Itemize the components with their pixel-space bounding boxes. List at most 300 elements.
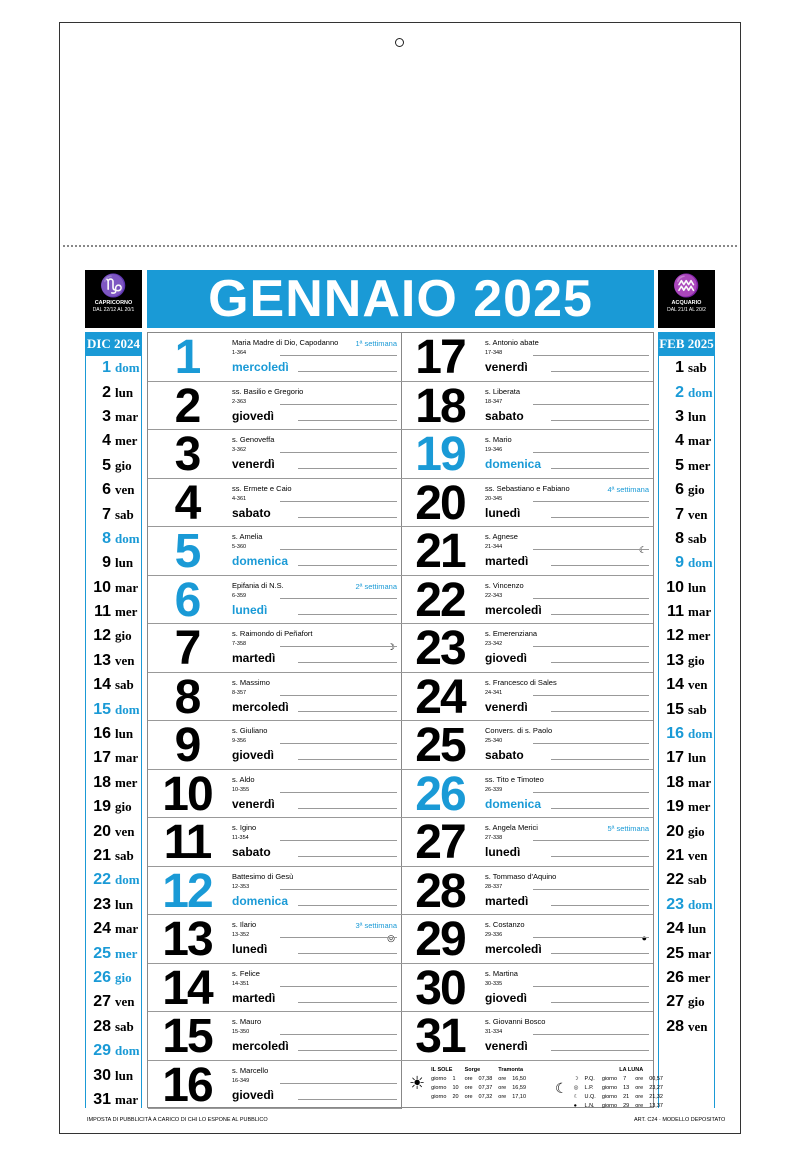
saint-name: s. Giuliano	[232, 726, 268, 735]
side-day-row	[86, 795, 141, 819]
side-day-row	[86, 746, 141, 770]
side-day-number: 22	[93, 871, 111, 889]
zodiac-capricorn	[85, 270, 142, 328]
note-line	[551, 953, 649, 954]
day-cell	[401, 961, 653, 1015]
saint-name: ss. Sebastiano e Fabiano	[485, 483, 570, 493]
sun-moon-block	[401, 1061, 663, 1129]
weekday-name: lunedì	[232, 602, 268, 617]
side-day-number: 7	[675, 505, 684, 523]
week-label: 1ª settimana	[355, 339, 397, 348]
weekday-name: giovedì	[485, 651, 528, 665]
day-of-year: 4-361	[232, 495, 247, 502]
day-number: 13	[162, 913, 212, 966]
day-cell	[401, 1012, 653, 1061]
day-of-year: 25-340	[485, 738, 503, 744]
day-of-year: 18-347	[485, 398, 503, 405]
saint-name: s. Antonio abate	[485, 338, 539, 347]
weekday-name: domenica	[232, 893, 289, 908]
note-line	[298, 371, 397, 372]
note-line	[533, 937, 649, 938]
next-month-sidebar	[658, 332, 715, 1108]
day-cell	[148, 767, 401, 821]
moon-time: 00,57	[649, 1075, 663, 1082]
side-day-name: dom	[688, 896, 713, 912]
moon-phase-symbol: ☾	[573, 1093, 579, 1100]
day-number: 27	[415, 816, 465, 869]
note-line	[533, 355, 649, 356]
weekday-name: domenica	[485, 796, 542, 811]
weekday-name: domenica	[232, 554, 289, 568]
side-day-number: 28	[666, 1017, 684, 1035]
saint-name: s. Ilario	[232, 920, 257, 929]
side-day-row	[86, 478, 141, 502]
day-number: 10	[162, 767, 212, 821]
side-day-number: 21	[93, 847, 111, 864]
side-day-row	[659, 673, 714, 697]
side-day-row	[86, 1088, 141, 1112]
side-day-name: mer	[115, 433, 138, 449]
sun-rise-time: 07,37	[478, 1084, 493, 1091]
side-day-row	[86, 600, 141, 624]
day-number: 7	[174, 622, 200, 675]
note-line	[551, 420, 649, 421]
day-cell	[148, 573, 401, 627]
side-day-number: 20	[666, 822, 684, 840]
side-day-number: 3	[102, 407, 111, 425]
saint-name: s. Amelia	[232, 532, 263, 541]
side-day-row	[86, 966, 141, 990]
weekday-name: martedì	[232, 990, 276, 1005]
side-day-name: gio	[115, 969, 132, 985]
side-day-name: dom	[688, 384, 713, 400]
weekday-name: giovedì	[485, 990, 528, 1005]
side-day-name: sab	[688, 701, 707, 717]
side-day-name: dom	[688, 555, 713, 571]
side-day-name: ven	[115, 823, 135, 839]
side-day-row	[659, 697, 714, 721]
saint-name: s. Vincenzo	[485, 580, 524, 590]
side-day-name: mer	[688, 628, 711, 644]
day-number: 16	[162, 1058, 212, 1112]
weekday-name: sabato	[232, 505, 271, 520]
side-day-row	[86, 502, 141, 526]
moon-phase-icon: ☾	[638, 545, 647, 555]
side-day-row	[86, 454, 141, 478]
days-grid	[147, 331, 663, 1112]
side-day-number: 17	[93, 749, 111, 767]
sun-row-day: 10	[452, 1084, 459, 1091]
zodiac-aquarius	[658, 270, 715, 328]
day-number: 24	[415, 670, 465, 724]
moon-icon: ☾	[555, 1079, 568, 1096]
side-day-name: mar	[115, 408, 139, 424]
day-number: 25	[415, 719, 465, 772]
day-cell	[148, 527, 401, 576]
note-line	[298, 1002, 397, 1003]
weekday-name: venerdì	[232, 796, 275, 811]
sun-title: IL SOLE	[431, 1066, 453, 1073]
side-day-name: mar	[688, 945, 712, 961]
day-cell	[401, 767, 653, 821]
saint-name: s. Igino	[232, 823, 257, 832]
note-line	[298, 1050, 397, 1051]
side-day-row	[659, 868, 714, 892]
side-day-row	[659, 771, 714, 795]
side-day-number: 17	[666, 749, 684, 767]
side-day-name: sab	[688, 872, 707, 888]
side-day-name: lun	[115, 1067, 134, 1083]
side-day-name: lun	[688, 579, 707, 595]
day-cell	[148, 430, 401, 479]
side-day-number: 5	[675, 456, 684, 474]
day-number: 11	[163, 816, 211, 869]
note-line	[533, 646, 649, 647]
day-of-year: 2-363	[232, 398, 247, 405]
day-of-year: 22-343	[485, 592, 503, 599]
moon-phase-symbol: ☽	[573, 1075, 579, 1082]
side-day-name: gio	[688, 994, 705, 1010]
side-day-row	[86, 697, 141, 721]
side-day-name: gio	[115, 628, 132, 644]
side-day-row	[86, 893, 141, 917]
side-day-number: 19	[666, 798, 684, 816]
footer-tax-note: IMPOSTA DI PUBBLICITÀ A CARICO DI CHI LO ESPONE AL PUBBLICO	[87, 1117, 268, 1123]
sun-rise-header: Sorge	[464, 1066, 481, 1073]
sun-set-prefix: ore	[498, 1084, 507, 1091]
day-of-year: 16-349	[232, 1077, 250, 1084]
day-number: 3	[174, 428, 200, 481]
saint-name: s. Tommaso d'Aquino	[485, 871, 557, 881]
weekday-name: giovedì	[232, 748, 275, 762]
side-day-name: ven	[115, 482, 135, 498]
moon-time-prefix: ore	[635, 1102, 644, 1109]
side-day-row	[86, 624, 141, 648]
sun-rise-prefix: ore	[464, 1093, 473, 1100]
weekday-name: sabato	[232, 845, 271, 859]
note-line	[551, 517, 649, 518]
day-number: 30	[415, 961, 465, 1015]
day-cell	[148, 721, 401, 770]
day-cell	[401, 624, 653, 673]
side-day-row	[86, 429, 141, 453]
side-day-number: 24	[666, 920, 684, 938]
side-day-number: 6	[675, 481, 684, 499]
weekday-name: venerdì	[485, 360, 528, 374]
side-day-number: 3	[675, 407, 684, 425]
side-day-number: 24	[93, 920, 111, 938]
perforation-line	[63, 245, 737, 247]
prev-month-sidebar	[85, 332, 142, 1108]
side-day-row	[659, 893, 714, 917]
note-line	[298, 953, 397, 954]
side-day-name: gio	[115, 799, 132, 815]
side-day-number: 18	[93, 773, 111, 791]
day-of-year: 5-360	[232, 544, 247, 550]
side-day-row	[86, 1039, 141, 1063]
moon-phase: L.N.	[584, 1102, 595, 1109]
side-day-row	[659, 722, 714, 746]
note-line	[298, 565, 397, 566]
moon-table	[551, 1065, 667, 1112]
side-day-name: mer	[115, 774, 138, 790]
weekday-name: lunedì	[232, 942, 268, 956]
note-line	[280, 355, 397, 356]
side-day-row	[86, 722, 141, 746]
zodiac-dates: DAL 21/1 AL 20/2	[667, 307, 706, 313]
sun-row-label: giorno	[431, 1093, 447, 1100]
moon-row-day: 7	[623, 1075, 627, 1082]
side-day-number: 15	[666, 700, 684, 718]
day-of-year: 23-342	[485, 641, 503, 647]
note-line	[280, 1034, 397, 1035]
saint-name: ss. Tito e Timoteo	[485, 774, 544, 784]
note-line	[551, 759, 649, 760]
day-cell	[401, 721, 653, 770]
zodiac-name: CAPRICORNO	[94, 300, 133, 306]
side-day-number: 6	[102, 481, 111, 499]
day-number: 19	[415, 428, 465, 481]
day-cell	[148, 624, 401, 673]
next-month-label: FEB 2025	[659, 332, 714, 356]
sun-rise-time: 07,38	[478, 1075, 493, 1082]
note-line	[533, 1034, 649, 1035]
side-day-name: mer	[115, 945, 138, 961]
note-line	[551, 565, 649, 566]
weekday-name: domenica	[485, 457, 542, 471]
side-day-name: mar	[688, 774, 712, 790]
day-number: 31	[415, 1010, 465, 1063]
side-day-row	[86, 673, 141, 697]
week-label: 4ª settimana	[607, 484, 649, 494]
note-line	[533, 792, 649, 793]
note-line	[533, 452, 649, 453]
saint-name: s. Genoveffa	[232, 435, 275, 444]
side-day-number: 2	[675, 383, 684, 401]
saint-name: s. Angela Merici	[485, 823, 538, 832]
weekday-name: martedì	[232, 651, 276, 665]
note-line	[533, 404, 649, 405]
note-line	[280, 598, 397, 599]
side-day-number: 16	[666, 725, 684, 743]
moon-phase-icon: ☽	[386, 642, 395, 652]
weekday-name: giovedì	[232, 1087, 275, 1102]
side-day-number: 28	[93, 1017, 111, 1035]
day-number: 18	[415, 379, 465, 433]
side-day-row	[659, 844, 714, 868]
day-number: 22	[415, 573, 465, 627]
day-number: 14	[162, 961, 212, 1015]
saint-name: s. Costanzo	[485, 920, 525, 929]
side-day-number: 13	[666, 651, 684, 669]
side-day-name: mer	[115, 604, 138, 620]
side-day-number: 26	[93, 968, 111, 986]
day-cell	[148, 476, 401, 530]
day-of-year: 9-356	[232, 738, 247, 744]
day-number: 20	[415, 476, 465, 530]
side-day-number: 8	[675, 529, 684, 547]
note-line	[298, 420, 397, 421]
side-day-number: 4	[675, 432, 684, 450]
day-cell	[148, 818, 401, 867]
note-line	[533, 549, 649, 550]
side-day-name: mar	[688, 604, 712, 620]
moon-time: 23,27	[649, 1084, 663, 1091]
side-day-row	[659, 795, 714, 819]
days-column-left	[148, 331, 402, 1112]
day-cell	[148, 1058, 401, 1112]
side-day-number: 1	[675, 359, 684, 377]
side-day-row	[659, 478, 714, 502]
weekday-name: giovedì	[232, 408, 275, 423]
day-of-year: 3-362	[232, 447, 247, 453]
weekday-name: mercoledì	[232, 360, 289, 374]
day-of-year: 6-359	[232, 592, 247, 599]
weekday-name: venerdì	[485, 1039, 528, 1053]
day-of-year: 13-352	[232, 932, 250, 938]
side-day-name: dom	[115, 530, 140, 546]
days-column-right	[401, 331, 663, 1109]
day-of-year: 29-336	[485, 932, 503, 938]
day-number: 4	[174, 476, 200, 530]
weekday-name: mercoledì	[232, 1039, 289, 1053]
side-day-name: mar	[115, 750, 139, 766]
saint-name: Maria Madre di Dio, Capodanno	[232, 338, 339, 347]
day-number: 28	[415, 864, 465, 918]
moon-phase-symbol: ●	[573, 1102, 577, 1109]
side-day-name: dom	[115, 872, 140, 888]
side-day-row	[86, 649, 141, 673]
side-day-number: 14	[666, 676, 684, 694]
day-cell	[401, 476, 653, 530]
moon-row-day: 29	[623, 1102, 630, 1109]
side-day-row	[659, 917, 714, 941]
weekday-name: martedì	[485, 554, 529, 568]
side-day-number: 23	[666, 895, 684, 913]
side-day-name: mer	[688, 969, 711, 985]
moon-row-label: giorno	[601, 1084, 618, 1091]
note-line	[533, 986, 649, 987]
day-number: 15	[162, 1010, 212, 1063]
saint-name: s. Aldo	[232, 774, 255, 784]
weekday-name: mercoledì	[232, 699, 289, 714]
moon-phase-icon: ●	[641, 933, 647, 943]
day-number: 17	[415, 331, 465, 384]
side-day-number: 25	[666, 944, 684, 962]
note-line	[533, 501, 649, 502]
side-day-name: sab	[115, 677, 134, 693]
side-day-number: 27	[93, 993, 111, 1011]
day-of-year: 19-346	[485, 447, 503, 453]
side-day-number: 12	[666, 627, 684, 645]
side-day-number: 15	[93, 700, 111, 718]
side-day-number: 25	[93, 944, 111, 962]
side-day-name: ven	[115, 994, 135, 1010]
side-day-row	[86, 356, 141, 380]
side-day-name: mar	[115, 921, 139, 937]
note-line	[280, 792, 397, 793]
note-line	[551, 662, 649, 663]
side-day-name: ven	[688, 848, 708, 863]
day-of-year: 17-348	[485, 350, 503, 356]
note-line	[280, 549, 397, 550]
side-day-row	[86, 527, 141, 551]
side-day-name: lun	[688, 408, 707, 424]
moon-phase: L.P.	[584, 1084, 594, 1091]
side-day-number: 11	[667, 603, 684, 621]
day-of-year: 26-339	[485, 786, 503, 793]
side-day-name: ven	[688, 1018, 708, 1034]
day-of-year: 14-351	[232, 980, 250, 987]
sun-rise-prefix: ore	[464, 1084, 473, 1091]
side-day-number: 9	[102, 554, 111, 572]
side-day-name: sab	[115, 1018, 134, 1034]
side-day-number: 7	[102, 505, 111, 523]
side-day-name: ven	[688, 677, 708, 693]
side-day-row	[659, 551, 714, 575]
note-line	[298, 711, 397, 712]
note-line	[551, 1002, 649, 1003]
note-line	[298, 614, 397, 615]
side-day-name: mer	[688, 457, 711, 473]
note-line	[280, 452, 397, 453]
side-day-number: 5	[102, 456, 111, 474]
side-day-row	[86, 844, 141, 868]
saint-name: s. Agnese	[485, 532, 518, 541]
side-day-row	[659, 746, 714, 770]
side-day-number: 1	[102, 359, 111, 377]
side-day-name: lun	[115, 384, 134, 400]
side-day-name: gio	[115, 457, 132, 473]
note-line	[280, 501, 397, 502]
note-line	[551, 371, 649, 372]
weekday-name: mercoledì	[485, 602, 542, 617]
weekday-name: venerdì	[232, 457, 275, 471]
side-day-number: 9	[675, 554, 684, 572]
side-day-row	[86, 576, 141, 600]
day-cell	[148, 915, 401, 964]
day-of-year: 15-350	[232, 1029, 250, 1035]
side-day-number: 13	[93, 651, 111, 669]
sun-rise-prefix: ore	[464, 1075, 473, 1082]
side-day-number: 27	[666, 993, 684, 1011]
sun-set-time: 16,50	[512, 1075, 526, 1082]
prev-month-label: DIC 2024	[86, 332, 141, 356]
moon-time: 21,32	[649, 1093, 663, 1100]
side-day-number: 18	[666, 773, 684, 791]
day-cell	[401, 915, 653, 964]
day-cell	[401, 818, 653, 867]
weekday-name: martedì	[485, 893, 529, 908]
note-line	[551, 614, 649, 615]
saint-name: ss. Basilio e Gregorio	[232, 386, 304, 396]
side-day-number: 22	[666, 871, 684, 889]
note-line	[533, 695, 649, 696]
moon-time: 13,37	[649, 1102, 663, 1109]
sun-set-time: 16,59	[512, 1084, 526, 1091]
moon-time-prefix: ore	[635, 1084, 644, 1091]
hanging-hole	[395, 38, 404, 47]
sun-row-label: giorno	[431, 1075, 447, 1082]
weekday-name: lunedì	[485, 845, 521, 859]
side-day-name: gio	[688, 482, 705, 498]
day-cell	[148, 379, 401, 433]
side-day-row	[659, 1015, 714, 1039]
moon-phase: P.Q.	[584, 1075, 595, 1082]
moon-phase-icon: ◎	[387, 933, 395, 943]
note-line	[280, 986, 397, 987]
day-of-year: 27-338	[485, 835, 503, 841]
